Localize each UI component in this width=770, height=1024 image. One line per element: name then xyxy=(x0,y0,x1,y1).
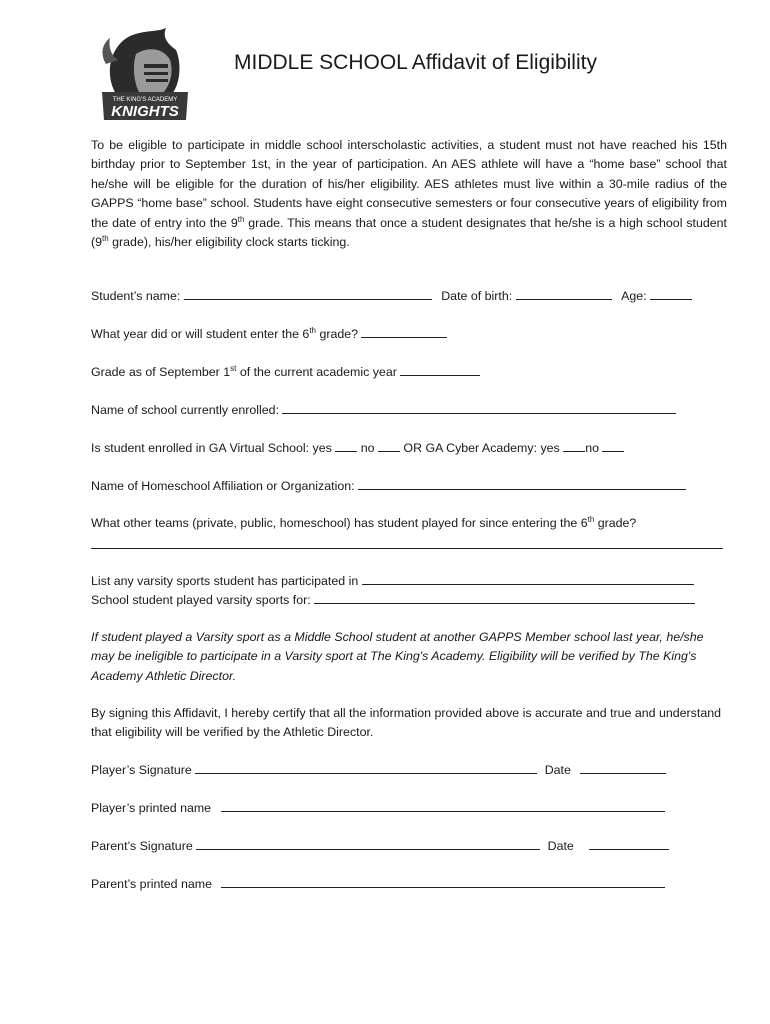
player-printed-field[interactable] xyxy=(221,800,665,812)
age-field[interactable] xyxy=(650,288,692,300)
virtual-row: Is student enrolled in GA Virtual School: yes no OR GA Cyber Academy: yes no xyxy=(91,440,624,456)
player-date-field[interactable] xyxy=(580,762,666,774)
grade-sept-row: Grade as of September 1st of the current academic year xyxy=(91,364,480,380)
logo-word: KNIGHTS xyxy=(111,103,179,120)
parent-signature-label: Parent’s Signature xyxy=(91,839,193,853)
parent-signature-field[interactable] xyxy=(196,838,540,850)
grade-sept-label: Grade as of September 1 xyxy=(91,365,231,379)
student-name-label: Student’s name: xyxy=(91,289,181,303)
virtual-no-field[interactable] xyxy=(378,440,400,452)
school-field[interactable] xyxy=(282,402,676,414)
player-date-label: Date xyxy=(544,763,571,777)
varsity-note: If student played a Varsity sport as a Middle School student at another GAPPS Member school last year, he/she may be ineligible to participate in a Varsity sport at The King's Academy. Eligibility will be verified by The King's Academy Athletic Director. xyxy=(91,630,704,683)
school-row xyxy=(91,402,676,418)
parent-date-field[interactable] xyxy=(589,838,669,850)
parent-date-label: Date xyxy=(547,839,574,853)
student-info-row xyxy=(91,288,692,304)
varsity-list-field[interactable] xyxy=(362,573,694,585)
player-signature-row xyxy=(91,762,666,778)
player-signature-label: Player’s Signature xyxy=(91,763,192,777)
cyber-yes-field[interactable] xyxy=(563,440,585,452)
varsity-school-label: School student played varsity sports for: xyxy=(91,593,311,607)
other-teams-field[interactable] xyxy=(91,548,723,549)
homeschool-label: Name of Homeschool Affiliation or Organization: xyxy=(91,479,355,493)
sixth-grade-field[interactable] xyxy=(361,326,447,338)
parent-printed-label: Parent’s printed name xyxy=(91,877,212,891)
school-label: Name of school currently enrolled: xyxy=(91,403,280,417)
age-label: Age: xyxy=(621,289,647,303)
parent-printed-row xyxy=(91,876,665,892)
intro-paragraph: To be eligible to participate in middle school interscholastic activities, a student must not have reached his 15th birthday prior to September 1st, in the year of participation. An AES athlete will have a “home base” school that he/she will be eligible for the duration of his/her eligibility. AES athletes must live within a 30-mile radius of the GAPPS “home base” school. Students have eight consecutive semesters or four consecutive years of eligibility from the date of entry into the 9th grade. This means that once a student designates that he/she is a high school student (9th grade), his/her eligibility clock starts ticking. xyxy=(91,138,727,250)
cyber-no-field[interactable] xyxy=(602,440,624,452)
parent-signature-row xyxy=(91,838,669,854)
sixth-grade-row: What year did or will student enter the 6th grade? xyxy=(91,326,447,342)
player-printed-label: Player’s printed name xyxy=(91,801,212,815)
parent-printed-field[interactable] xyxy=(221,876,665,888)
knights-logo xyxy=(96,24,192,124)
dob-field[interactable] xyxy=(516,288,612,300)
other-teams-row: What other teams (private, public, homeschool) has student played for since entering the 6th grade? xyxy=(91,515,637,530)
varsity-school-field[interactable] xyxy=(314,592,695,604)
varsity-list-row xyxy=(91,573,694,589)
certify-paragraph: By signing this Affidavit, I hereby certify that all the information provided above is accurate and true and understand that eligibility will be verified by the Athletic Director. xyxy=(91,706,721,740)
virtual-label: Is student enrolled in GA Virtual School: yes xyxy=(91,441,332,455)
student-name-field[interactable] xyxy=(184,288,432,300)
player-printed-row xyxy=(91,800,665,816)
virtual-yes-field[interactable] xyxy=(335,440,357,452)
homeschool-field[interactable] xyxy=(358,478,686,490)
other-teams-label: What other teams (private, public, homeschool) has student played for since entering the 6 xyxy=(91,516,588,530)
varsity-school-row xyxy=(91,592,695,608)
grade-sept-field[interactable] xyxy=(400,364,480,376)
logo-arc-text: THE KING'S ACADEMY xyxy=(112,97,178,103)
dob-label: Date of birth: xyxy=(441,289,513,303)
player-signature-field[interactable] xyxy=(195,762,537,774)
sixth-grade-label: What year did or will student enter the 6 xyxy=(91,327,310,341)
homeschool-row xyxy=(91,478,686,494)
page-title: MIDDLE SCHOOL Affidavit of Eligibility xyxy=(234,51,597,74)
varsity-list-label: List any varsity sports student has participated in xyxy=(91,574,359,588)
